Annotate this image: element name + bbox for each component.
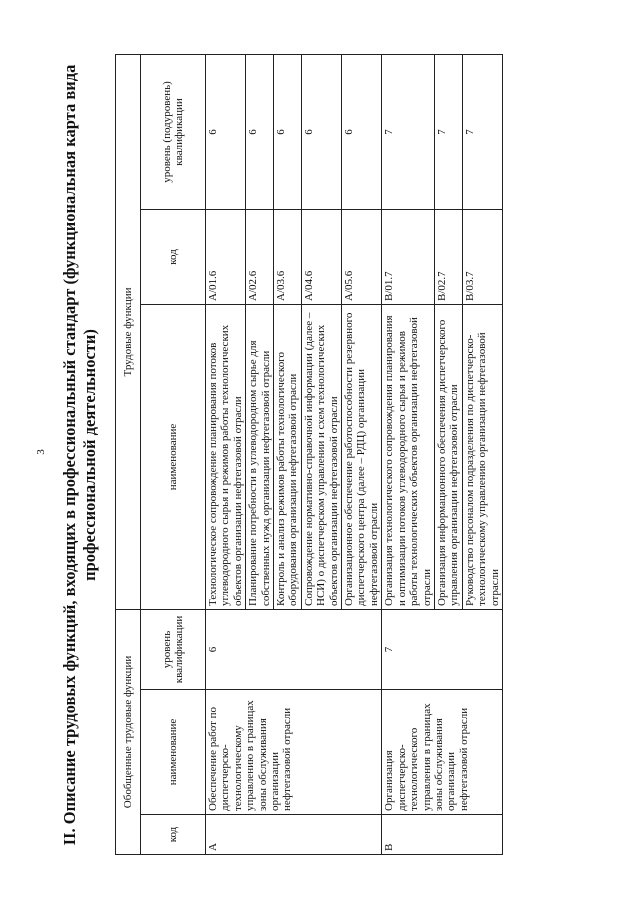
function-name: Руководство персоналом подразделения по диспетчерско-технологическому управлению организации нефтегазовой отрасли xyxy=(462,304,502,609)
function-name: Сопровождение нормативно-справочной информации (далее – НСИ) о диспетчерском управлении и схем технологических объектов организации нефтегазовой отрасли xyxy=(301,304,341,609)
function-name: Планирование потребности в углеводородном сырье для собственных нужд организации нефтегазовой отрасли xyxy=(246,304,274,609)
tf-name-header: наименование xyxy=(141,304,206,609)
group-code: А xyxy=(206,815,382,855)
function-level: 6 xyxy=(342,54,382,209)
tf-code-header: код xyxy=(141,209,206,304)
function-level: 6 xyxy=(206,54,246,209)
group-name: Обеспечение работ по диспетчерско-технологическому управлению в границах зоны обслуживания организации нефтегазовой отрасли xyxy=(206,690,382,815)
function-code: A/05.6 xyxy=(342,209,382,304)
section-heading xyxy=(60,55,100,855)
function-name: Технологическое сопровождение планирования потоков углеводородного сырья и режимов работы технологических объектов организации нефтегазовой отрасли xyxy=(206,304,246,609)
functional-map-table xyxy=(115,54,503,855)
function-level: 7 xyxy=(382,54,435,209)
function-level: 7 xyxy=(434,54,462,209)
function-name: Контроль и анализ режимов работы технологического оборудования организации нефтегазовой отрасли xyxy=(274,304,302,609)
page-number: 3 xyxy=(34,449,47,455)
function-code: A/04.6 xyxy=(301,209,341,304)
function-code: A/02.6 xyxy=(246,209,274,304)
group-level: 7 xyxy=(382,609,503,689)
group-code: В xyxy=(382,815,503,855)
heading-line-2: профессиональной деятельности) xyxy=(80,329,99,581)
tf-level-header: уровень (подуровень) квалификации xyxy=(141,54,206,209)
group-name: Организация диспетчерско-технологического управления в границах зоны обслуживания организации нефтегазовой отрасли xyxy=(382,690,503,815)
function-code: B/02.7 xyxy=(434,209,462,304)
function-code: B/03.7 xyxy=(462,209,502,304)
table-row xyxy=(382,54,435,854)
function-name: Организация информационного обеспечения диспетчерского управления организации нефтегазовой отрасли xyxy=(434,304,462,609)
generalized-functions-header: Обобщенные трудовые функции xyxy=(116,609,141,854)
function-name: Организационное обеспечение работоспособности резервного диспетчерского центра (далее – РДЦ) организации нефтегазовой отрасли xyxy=(342,304,382,609)
code-header: код xyxy=(141,815,206,855)
function-level: 6 xyxy=(301,54,341,209)
function-code: B/01.7 xyxy=(382,209,435,304)
function-code: A/03.6 xyxy=(274,209,302,304)
level-header: уровень квалификации xyxy=(141,609,206,689)
name-header: наименование xyxy=(141,690,206,815)
heading-line-1: II. Описание трудовых функций, входящих в профессиональный стандарт (функциональная карта вида xyxy=(60,64,79,846)
labor-functions-header: Трудовые функции xyxy=(116,54,141,609)
group-level: 6 xyxy=(206,609,382,689)
function-level: 6 xyxy=(274,54,302,209)
function-name: Организация технологического сопровождения планирования и оптимизации потоков углеводородного сырья и режимов работы технологических объектов организации нефтегазовой отрасли xyxy=(382,304,435,609)
function-level: 7 xyxy=(462,54,502,209)
table-row xyxy=(206,54,246,854)
function-code: A/01.6 xyxy=(206,209,246,304)
function-level: 6 xyxy=(246,54,274,209)
rotated-page xyxy=(60,55,620,855)
